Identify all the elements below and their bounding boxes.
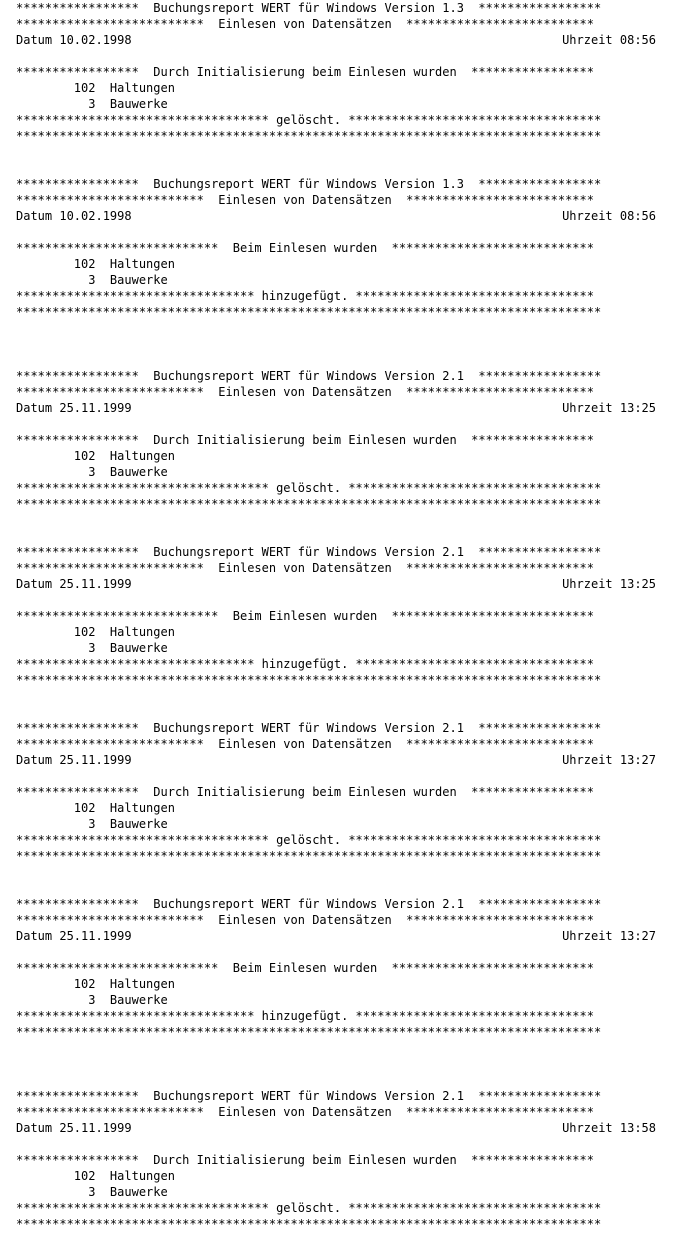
header-subtitle-line: ************************** Einlesen von Datensätzen **************************	[16, 1105, 594, 1119]
action-footer-line: *********************************** gelöscht. ***********************************	[16, 1201, 602, 1215]
blank-line	[16, 224, 656, 240]
separator-rule: *********************************************************************************	[16, 1025, 602, 1039]
header-subtitle-line: ************************** Einlesen von Datensätzen **************************	[16, 17, 594, 31]
date-time-row	[16, 208, 656, 224]
blank-line	[16, 320, 656, 336]
report-time: Uhrzeit 13:25	[562, 401, 656, 415]
count-line: 102 Haltungen	[16, 625, 175, 639]
report-date: Datum 25.11.1999	[16, 753, 132, 767]
report-time: Uhrzeit 13:58	[562, 1121, 656, 1135]
count-line: 3 Bauwerke	[16, 465, 168, 479]
blank-line	[16, 48, 656, 64]
count-line: 3 Bauwerke	[16, 993, 168, 1007]
report-document	[16, 0, 656, 1248]
report-section	[16, 368, 656, 528]
blank-line	[16, 592, 656, 608]
date-time-row	[16, 576, 656, 592]
date-time-row	[16, 752, 656, 768]
date-time-row	[16, 32, 656, 48]
count-line: 102 Haltungen	[16, 449, 175, 463]
count-line: 102 Haltungen	[16, 81, 175, 95]
action-header-line: ***************** Durch Initialisierung beim Einlesen wurden *****************	[16, 785, 594, 799]
blank-line	[16, 1040, 656, 1056]
report-date: Datum 25.11.1999	[16, 577, 132, 591]
report-date: Datum 10.02.1998	[16, 209, 132, 223]
report-date: Datum 25.11.1999	[16, 401, 132, 415]
action-header-line: **************************** Beim Einlesen wurden ****************************	[16, 609, 594, 623]
action-header-line: ***************** Durch Initialisierung beim Einlesen wurden *****************	[16, 433, 594, 447]
header-subtitle-line: ************************** Einlesen von Datensätzen **************************	[16, 193, 594, 207]
blank-line	[16, 416, 656, 432]
action-footer-line: *********************************** gelöscht. ***********************************	[16, 113, 602, 127]
action-header-line: **************************** Beim Einlesen wurden ****************************	[16, 961, 594, 975]
blank-line	[16, 512, 656, 528]
header-subtitle-line: ************************** Einlesen von Datensätzen **************************	[16, 913, 594, 927]
count-line: 3 Bauwerke	[16, 641, 168, 655]
report-date: Datum 25.11.1999	[16, 929, 132, 943]
count-line: 102 Haltungen	[16, 801, 175, 815]
header-subtitle-line: ************************** Einlesen von Datensätzen **************************	[16, 385, 594, 399]
blank-line	[16, 768, 656, 784]
action-footer-line: *********************************** gelöscht. ***********************************	[16, 481, 602, 495]
blank-line	[16, 864, 656, 880]
blank-line	[16, 1136, 656, 1152]
header-title-line: ***************** Buchungsreport WERT für Windows Version 2.1 *****************	[16, 1089, 602, 1103]
header-subtitle-line: ************************** Einlesen von Datensätzen **************************	[16, 737, 594, 751]
report-time: Uhrzeit 08:56	[562, 33, 656, 47]
blank-line	[16, 144, 656, 160]
report-time: Uhrzeit 13:25	[562, 577, 656, 591]
header-subtitle-line: ************************** Einlesen von Datensätzen **************************	[16, 561, 594, 575]
header-title-line: ***************** Buchungsreport WERT für Windows Version 2.1 *****************	[16, 545, 602, 559]
report-section	[16, 544, 656, 704]
date-time-row	[16, 928, 656, 944]
count-line: 3 Bauwerke	[16, 97, 168, 111]
count-line: 3 Bauwerke	[16, 273, 168, 287]
separator-rule: *********************************************************************************	[16, 305, 602, 319]
report-time: Uhrzeit 08:56	[562, 209, 656, 223]
blank-line	[16, 688, 656, 704]
header-title-line: ***************** Buchungsreport WERT für Windows Version 1.3 *****************	[16, 177, 602, 191]
report-date: Datum 25.11.1999	[16, 1121, 132, 1135]
separator-rule: *********************************************************************************	[16, 1217, 602, 1231]
report-time: Uhrzeit 13:27	[562, 929, 656, 943]
header-title-line: ***************** Buchungsreport WERT für Windows Version 2.1 *****************	[16, 721, 602, 735]
header-title-line: ***************** Buchungsreport WERT für Windows Version 1.3 *****************	[16, 1, 602, 15]
count-line: 102 Haltungen	[16, 257, 175, 271]
action-footer-line: ********************************* hinzugefügt. *********************************	[16, 657, 594, 671]
action-footer-line: ********************************* hinzugefügt. *********************************	[16, 1009, 594, 1023]
date-time-row	[16, 400, 656, 416]
report-time: Uhrzeit 13:27	[562, 753, 656, 767]
separator-rule: *********************************************************************************	[16, 673, 602, 687]
separator-rule: *********************************************************************************	[16, 497, 602, 511]
action-header-line: **************************** Beim Einlesen wurden ****************************	[16, 241, 594, 255]
report-section	[16, 896, 656, 1056]
action-header-line: ***************** Durch Initialisierung beim Einlesen wurden *****************	[16, 65, 594, 79]
action-footer-line: ********************************* hinzugefügt. *********************************	[16, 289, 594, 303]
count-line: 3 Bauwerke	[16, 817, 168, 831]
action-header-line: ***************** Durch Initialisierung beim Einlesen wurden *****************	[16, 1153, 594, 1167]
report-date: Datum 10.02.1998	[16, 33, 132, 47]
action-footer-line: *********************************** gelöscht. ***********************************	[16, 833, 602, 847]
separator-rule: *********************************************************************************	[16, 129, 602, 143]
header-title-line: ***************** Buchungsreport WERT für Windows Version 2.1 *****************	[16, 369, 602, 383]
report-section	[16, 720, 656, 880]
count-line: 102 Haltungen	[16, 1169, 175, 1183]
blank-line	[16, 1232, 656, 1248]
report-section	[16, 0, 656, 160]
header-title-line: ***************** Buchungsreport WERT für Windows Version 2.1 *****************	[16, 897, 602, 911]
report-section	[16, 1088, 656, 1248]
blank-line	[16, 944, 656, 960]
count-line: 3 Bauwerke	[16, 1185, 168, 1199]
separator-rule: *********************************************************************************	[16, 849, 602, 863]
count-line: 102 Haltungen	[16, 977, 175, 991]
date-time-row	[16, 1120, 656, 1136]
report-section	[16, 176, 656, 336]
